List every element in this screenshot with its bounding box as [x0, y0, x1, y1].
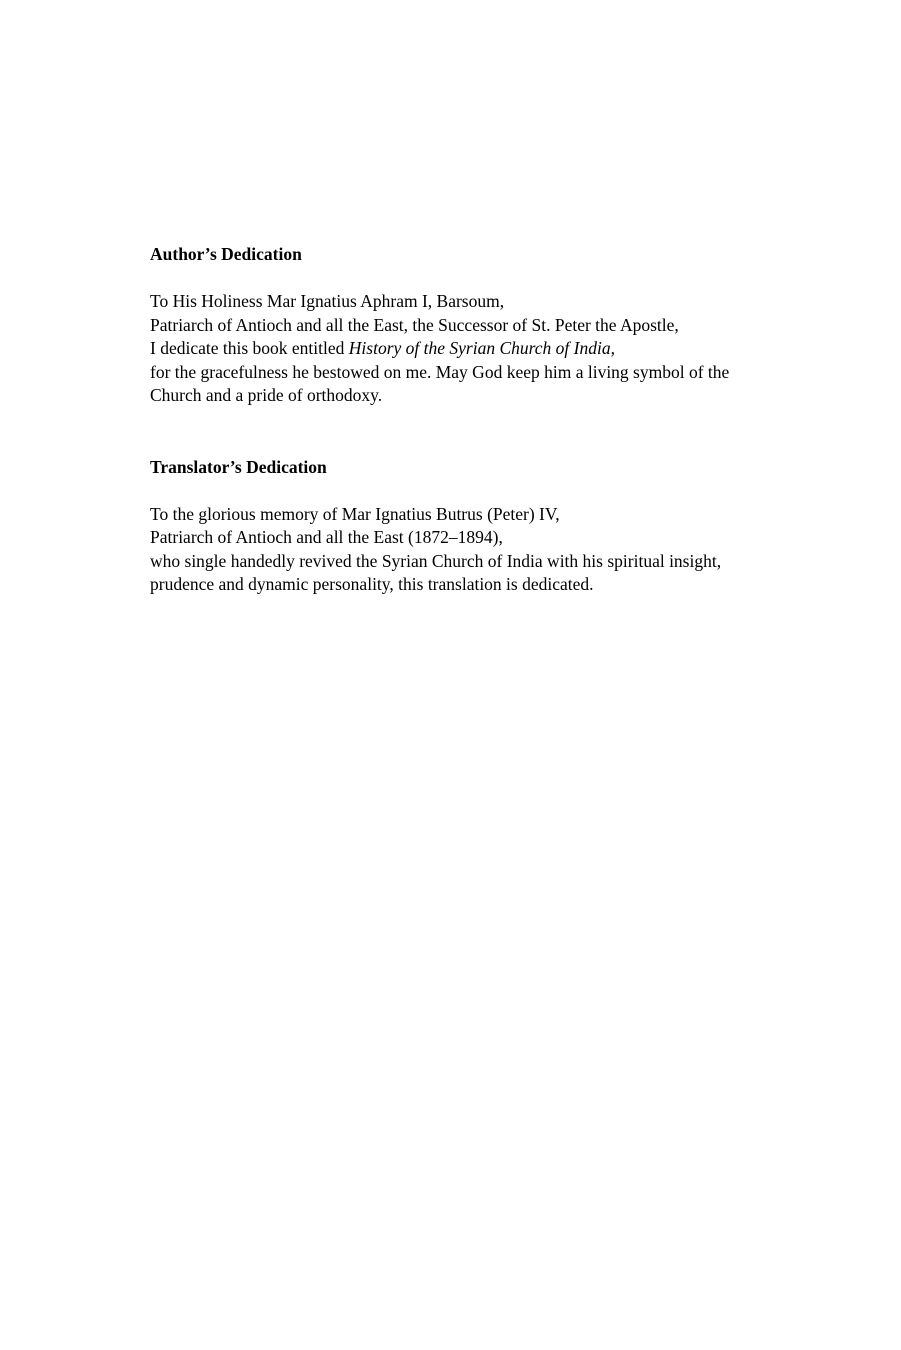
translator-line-3: who single handedly revived the Syrian Church of India with his spiritual insight,: [150, 550, 722, 571]
translator-dedication-section: [150, 456, 840, 597]
author-line-5: Church and a pride of orthodoxy.: [150, 385, 383, 405]
translator-line-1: To the glorious memory of Mar Ignatius Butrus (Peter) IV,: [150, 503, 560, 524]
author-dedication-heading: Author’s Dedication: [150, 244, 302, 264]
dedication-lead-text: I dedicate this book entitled: [150, 338, 349, 358]
author-line-3: [150, 337, 840, 361]
section-spacer: [150, 408, 840, 456]
translator-line-4: prudence and dynamic personality, this translation is dedicated.: [150, 574, 594, 594]
page-content: [150, 243, 840, 597]
translator-dedication-heading: Translator’s Dedication: [150, 456, 327, 477]
translator-line-2: Patriarch of Antioch and all the East (1872–1894),: [150, 527, 503, 547]
author-dedication-section: [150, 243, 840, 408]
author-line-2: Patriarch of Antioch and all the East, the Successor of St. Peter the Apostle,: [150, 314, 679, 335]
spacer: [150, 266, 840, 290]
book-title: History of the Syrian Church of India,: [348, 338, 615, 358]
translator-dedication-text: [150, 503, 840, 597]
author-line-4: for the gracefulness he bestowed on me. May God keep him a living symbol of the: [150, 361, 730, 382]
author-dedication-text: [150, 290, 840, 408]
author-line-1: To His Holiness Mar Ignatius Aphram I, Barsoum,: [150, 291, 505, 311]
spacer: [150, 479, 840, 503]
